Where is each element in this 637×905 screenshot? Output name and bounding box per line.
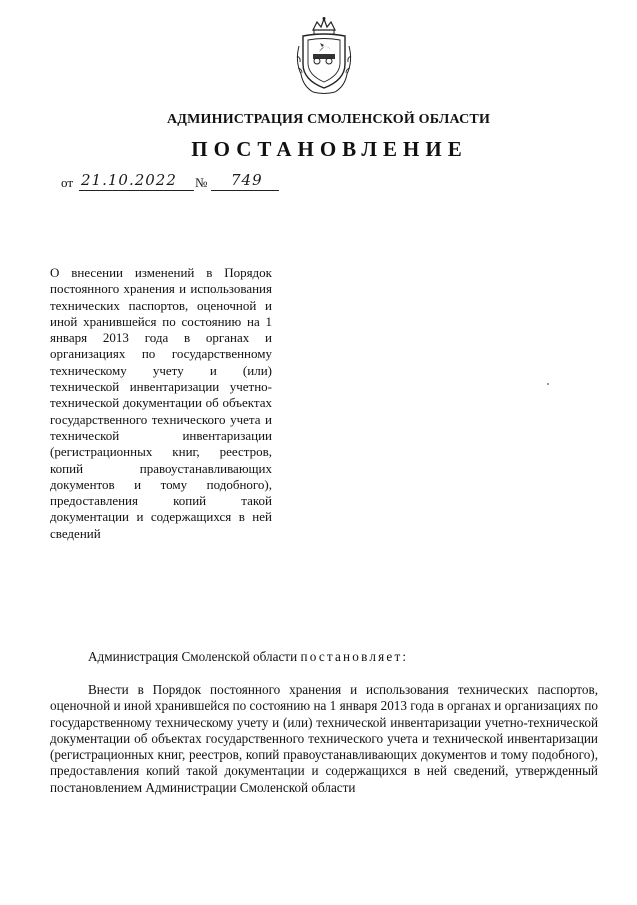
number-underline bbox=[211, 190, 279, 191]
number-label: № bbox=[195, 175, 208, 190]
document-subject: О внесении изменений в Порядок постоянного хранения и использования технических паспортов, оценочной и иной хранившейся по состоянию на 1 января 2013 года в органах и организациях по государственному техническому учету и (или) технической инвентаризации учетно-технической документации об объектах государственного технического учета и технической инвентаризации (регистрационных книг, реестров, копий правоустанавливающих документов и тому подобного), предоставления копий такой документации и содержащихся в ней сведений bbox=[50, 265, 272, 541]
body-paragraph bbox=[50, 682, 598, 796]
document-title: ПОСТАНОВЛЕНИЕ bbox=[191, 137, 468, 161]
body-paragraph-text: Внести в Порядок постоянного хранения и использования технических паспортов, оценочной и иной хранившейся по состоянию на 1 января 2013 года в органах и организациях по государственному техническому учету и (или) технической инвентаризации учетно-технической документации об объектах государственного технического учета и технической инвентаризации (регистрационных книг, реестров, копий правоустанавливающих документов и тому подобного), предоставления копий такой документации и содержащихся в ней сведений, утвержденный постановлением Администрации Смоленской области bbox=[50, 682, 598, 795]
scan-speck bbox=[547, 383, 549, 385]
handwritten-date: 21.10.2022 bbox=[81, 171, 177, 189]
resolution-preamble bbox=[88, 649, 408, 665]
smolensk-coat-of-arms-icon bbox=[293, 16, 355, 96]
handwritten-number: 749 bbox=[231, 171, 263, 189]
organization-name: АДМИНИСТРАЦИЯ СМОЛЕНСКОЙ ОБЛАСТИ bbox=[166, 112, 491, 127]
date-number-line bbox=[61, 172, 321, 192]
date-underline bbox=[79, 190, 194, 191]
preamble-subject: Администрация Смоленской области bbox=[88, 649, 298, 664]
preamble-verb: постановляет: bbox=[300, 649, 409, 664]
from-label: от bbox=[61, 175, 74, 190]
